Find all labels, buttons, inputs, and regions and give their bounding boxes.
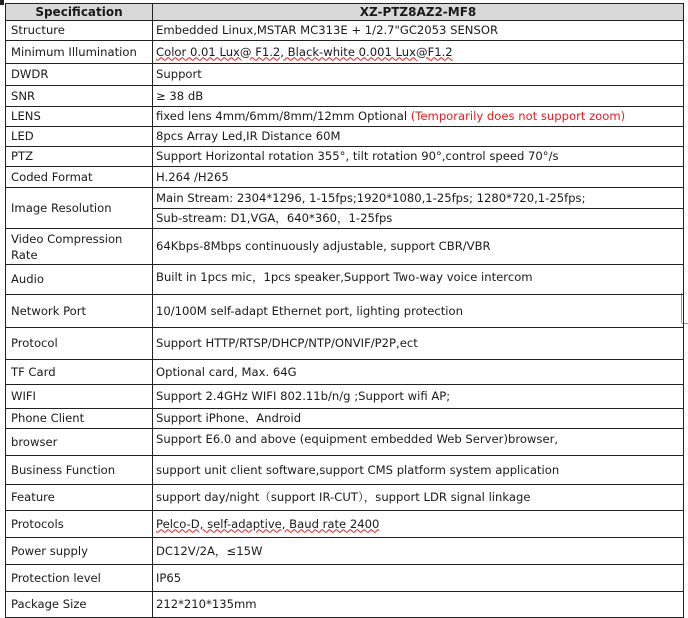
- table-row: [6, 592, 684, 618]
- table-row: [6, 64, 684, 86]
- table-row: [6, 86, 684, 107]
- row-value: Support: [153, 64, 684, 86]
- row-value: Support E6.0 and above (equipment embedded Web Server)browser,: [153, 429, 684, 456]
- row-label: LED: [6, 127, 153, 147]
- row-value: support day/night（support IR-CUT），support LDR signal linkage: [153, 485, 684, 511]
- row-label: Protocols: [6, 511, 153, 538]
- row-label: Audio: [6, 265, 153, 295]
- table-row: [6, 456, 684, 485]
- row-label: PTZ: [6, 147, 153, 167]
- row-value: 10/100M self-adapt Ethernet port, lighting protection: [153, 295, 684, 328]
- row-value-text: fixed lens 4mm/6mm/8mm/12mm Optional: [156, 109, 408, 123]
- row-value: [153, 107, 684, 127]
- row-label: Coded Format: [6, 167, 153, 188]
- spec-table: [5, 3, 684, 618]
- table-row: [6, 538, 684, 565]
- row-value: Support 2.4GHz WIFI 802.11b/n/g ;Support wifi AP;: [153, 385, 684, 409]
- table-row: [6, 429, 684, 456]
- row-label: WIFI: [6, 385, 153, 409]
- row-label: browser: [6, 429, 153, 456]
- table-row: [6, 167, 684, 188]
- row-value: Main Stream: 2304*1296, 1-15fps;1920*1080,1-25fps; 1280*720,1-25fps;: [153, 188, 684, 209]
- table-row: [6, 147, 684, 167]
- row-label: Protection level: [6, 565, 153, 592]
- row-value: H.264 /H265: [153, 167, 684, 188]
- row-value-secondary: Sub-stream: D1,VGA，640*360，1-25fps: [153, 209, 684, 229]
- table-row: [6, 328, 684, 360]
- row-value-note: (Temporarily does not support zoom): [410, 109, 626, 123]
- table-row: [6, 385, 684, 409]
- row-label: DWDR: [6, 64, 153, 86]
- row-value: [153, 41, 684, 64]
- row-label: LENS: [6, 107, 153, 127]
- row-label: Protocol: [6, 328, 153, 360]
- table-row: [6, 41, 684, 64]
- row-value-text: Color 0.01 Lux@ F1.2, Black-white 0.001 Lux@F1.2: [156, 44, 453, 59]
- row-value: Support HTTP/RTSP/DHCP/NTP/ONVIF/P2P,ect: [153, 328, 684, 360]
- row-value: support unit client software,support CMS platform system application: [153, 456, 684, 485]
- row-label: Image Resolution: [6, 188, 153, 229]
- table-row: [6, 485, 684, 511]
- header-spec-label: Specification: [6, 4, 153, 21]
- row-label: Phone Client: [6, 409, 153, 429]
- row-label: Network Port: [6, 295, 153, 328]
- row-label: Structure: [6, 21, 153, 41]
- table-row: [6, 127, 684, 147]
- row-value: IP65: [153, 565, 684, 592]
- row-value: Optional card, Max. 64G: [153, 360, 684, 385]
- row-label: TF Card: [6, 360, 153, 385]
- row-value: DC12V/2A，≤15W: [153, 538, 684, 565]
- row-value: Support iPhone、Android: [153, 409, 684, 429]
- row-label: Power supply: [6, 538, 153, 565]
- table-row: [6, 188, 684, 209]
- header-row: [6, 4, 684, 21]
- table-row: [6, 409, 684, 429]
- row-value: Embedded Linux,MSTAR MC313E + 1/2.7"GC2053 SENSOR: [153, 21, 684, 41]
- table-row: [6, 360, 684, 385]
- row-value: Support Horizontal rotation 355°, tilt rotation 90°,control speed 70°/s: [153, 147, 684, 167]
- header-model: XZ-PTZ8AZ2-MF8: [153, 4, 684, 21]
- row-label: Minimum Illumination: [6, 41, 153, 64]
- row-label: Video Compression Rate: [6, 229, 153, 265]
- table-row: [6, 107, 684, 127]
- row-label: Business Function: [6, 456, 153, 485]
- row-value: [153, 511, 684, 538]
- row-label: SNR: [6, 86, 153, 107]
- row-value: ≥ 38 dB: [153, 86, 684, 107]
- row-value: Built in 1pcs mic，1pcs speaker,Support Two-way voice intercom: [153, 265, 684, 295]
- table-row: [6, 229, 684, 265]
- row-value: 8pcs Array Led,IR Distance 60M: [153, 127, 684, 147]
- row-label: Feature: [6, 485, 153, 511]
- row-value: 212*210*135mm: [153, 592, 684, 618]
- row-value: 64Kbps-8Mbps continuously adjustable, support CBR/VBR: [153, 229, 684, 265]
- corner-mark: [0, 0, 4, 5]
- row-value-text: Pelco-D, self-adaptive, Baud rate 2400: [156, 516, 380, 531]
- table-row: [6, 295, 684, 328]
- table-row: [6, 265, 684, 295]
- table-row: [6, 565, 684, 592]
- table-row: [6, 21, 684, 41]
- row-label: Package Size: [6, 592, 153, 618]
- table-row: [6, 511, 684, 538]
